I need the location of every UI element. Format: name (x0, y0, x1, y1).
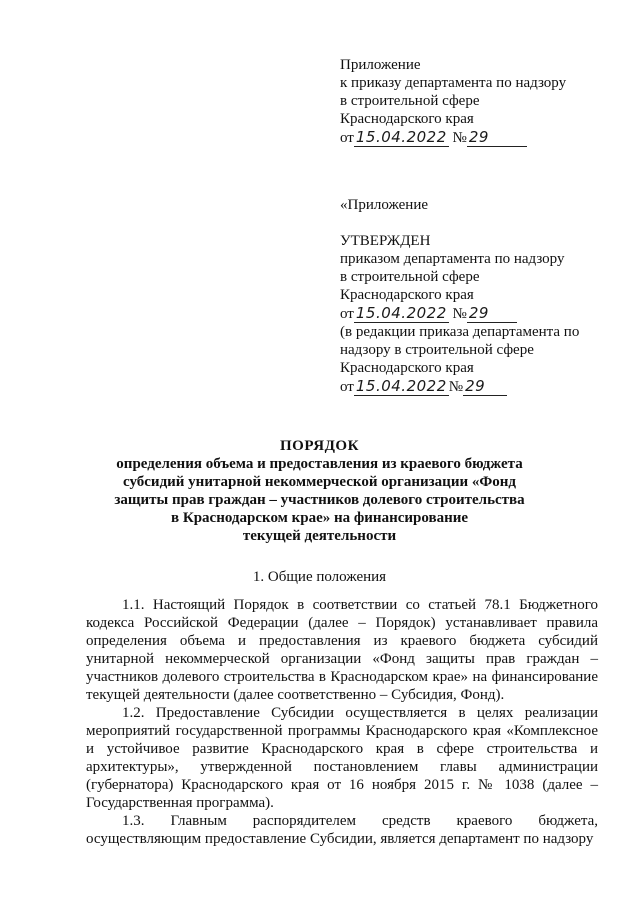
appendix-line: Приложение (340, 57, 421, 73)
appendix-line: в строительной сфере (340, 93, 480, 109)
title-line: определения объема и предоставления из краевого бюджета (116, 456, 523, 472)
appendix-date-line (340, 128, 566, 147)
appendix-line: к приказу департамента по надзору (340, 75, 567, 91)
edition-line: (в редакции приказа департамента по (340, 324, 580, 340)
number-prefix: № (452, 130, 467, 146)
appendix-line: Краснодарского края (340, 111, 474, 127)
approved-line: в строительной сфере (340, 269, 480, 285)
approved-line: приказом департамента по надзору (340, 251, 565, 267)
appendix-block (340, 56, 566, 147)
paragraph: 1.2. Предоставление Субсидии осуществляется в целях реализации мероприятий государственной программы Краснодарского края «Комплексное и устойчивое развитие Краснодарского края в сфере строительства и архитектуры», утвержденной постановлением главы администрации (губернатора) Краснодарского края от 16 ноября 2015 г. № 1038 (далее – Государственная программа). (86, 705, 598, 811)
edition-date-line (340, 377, 579, 396)
title-line: текущей деятельности (242, 528, 397, 544)
body-text (86, 596, 598, 848)
title-line: субсидий унитарной некоммерческой организации «Фонд (123, 474, 516, 490)
handwritten-number: 29 (467, 304, 517, 323)
edition-line: надзору в строительной сфере (340, 342, 534, 358)
title-line: защиты прав граждан – участников долевого строительства (114, 492, 525, 508)
approved-heading: УТВЕРЖДЕН (340, 233, 431, 249)
approved-date-line (340, 304, 579, 323)
edition-line: Краснодарского края (340, 360, 474, 376)
date-prefix: от (340, 130, 354, 146)
handwritten-date: 15.04.2022 (355, 377, 447, 395)
handwritten-date: 15.04.2022 (355, 304, 447, 322)
paragraph: 1.3. Главным распорядителем средств краевого бюджета, осуществляющим предоставление Субсидии, является департамент по надзору (86, 813, 598, 847)
handwritten-number: 29 (467, 128, 527, 147)
handwritten-number: 29 (463, 377, 507, 396)
number-prefix: № (448, 379, 464, 395)
approved-line: Краснодарского края (340, 287, 474, 303)
date-prefix: от (340, 306, 354, 322)
paragraph: 1.1. Настоящий Порядок в соответствии со статьей 78.1 Бюджетного кодекса Российской Федерации (далее – Порядок) устанавливает правила определения объема и предоставления из краевого бюджета субсидий унитарной некоммерческой организации «Фонд защиты прав граждан – участников долевого строительства в Краснодарском крае» на финансирование текущей деятельности (далее соответственно – Субсидия, Фонд). (86, 597, 598, 703)
number-prefix: № (452, 306, 467, 322)
quote-appendix-title: «Приложение (340, 197, 429, 213)
approved-block (340, 196, 579, 396)
title-main: ПОРЯДОК (280, 438, 359, 454)
document-title (0, 437, 639, 545)
handwritten-date: 15.04.2022 (355, 128, 447, 146)
date-prefix: от (340, 379, 354, 395)
title-line: в Краснодарском крае» на финансирование (170, 510, 469, 526)
section-heading: 1. Общие положения (252, 569, 387, 585)
